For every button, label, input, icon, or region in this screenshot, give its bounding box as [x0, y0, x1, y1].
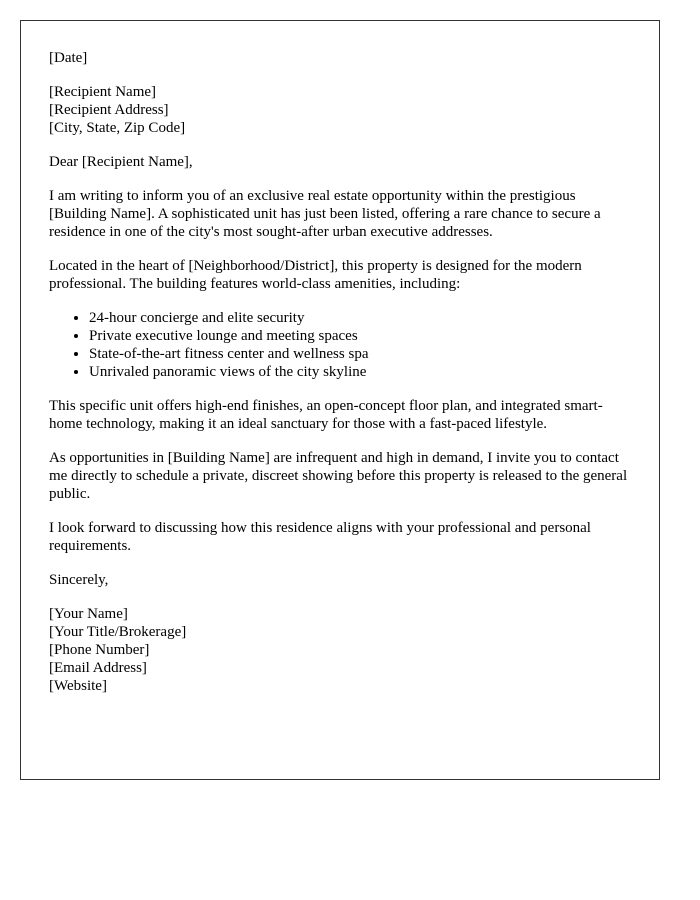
- signature-email: [Email Address]: [49, 660, 147, 676]
- recipient-name: [Recipient Name]: [49, 84, 157, 100]
- list-item: • Private executive lounge and meeting spaces: [89, 327, 631, 345]
- sign-off: Sincerely,: [49, 572, 109, 588]
- intro-paragraph: I am writing to inform you of an exclusive real estate opportunity within the prestigious [Building Name]. A sophisticated unit has just been listed, offering a rare chance to secure a residence in one of the city's most sought-after urban executive addresses.: [49, 188, 601, 240]
- invitation-paragraph: As opportunities in [Building Name] are infrequent and high in demand, I invite you to contact me directly to schedule a private, discreet showing before this property is released to the general public.: [49, 450, 628, 502]
- list-item: • 24-hour concierge and elite security: [89, 309, 631, 327]
- signature-title: [Your Title/Brokerage]: [49, 624, 187, 640]
- letter-page: [20, 20, 660, 780]
- recipient-city-state-zip: [City, State, Zip Code]: [49, 120, 186, 136]
- signature-name: [Your Name]: [49, 606, 128, 622]
- signature-website: [Website]: [49, 678, 107, 694]
- signature-block: [49, 605, 631, 695]
- amenities-list: [49, 309, 631, 381]
- recipient-address: [Recipient Address]: [49, 102, 169, 118]
- closing-paragraph: I look forward to discussing how this residence aligns with your professional and personal requirements.: [49, 520, 591, 554]
- location-paragraph: Located in the heart of [Neighborhood/District], this property is designed for the modern professional. The building features world-class amenities, including:: [49, 258, 582, 292]
- recipient-block: [49, 83, 631, 137]
- signature-phone: [Phone Number]: [49, 642, 150, 658]
- list-item: • State-of-the-art fitness center and wellness spa: [89, 345, 631, 363]
- salutation: Dear [Recipient Name],: [49, 154, 193, 170]
- list-item: • Unrivaled panoramic views of the city skyline: [89, 363, 631, 381]
- letter-date: [Date]: [49, 50, 88, 66]
- unit-paragraph: This specific unit offers high-end finishes, an open-concept floor plan, and integrated smart-home technology, making it an ideal sanctuary for those with a fast-paced lifestyle.: [49, 398, 603, 432]
